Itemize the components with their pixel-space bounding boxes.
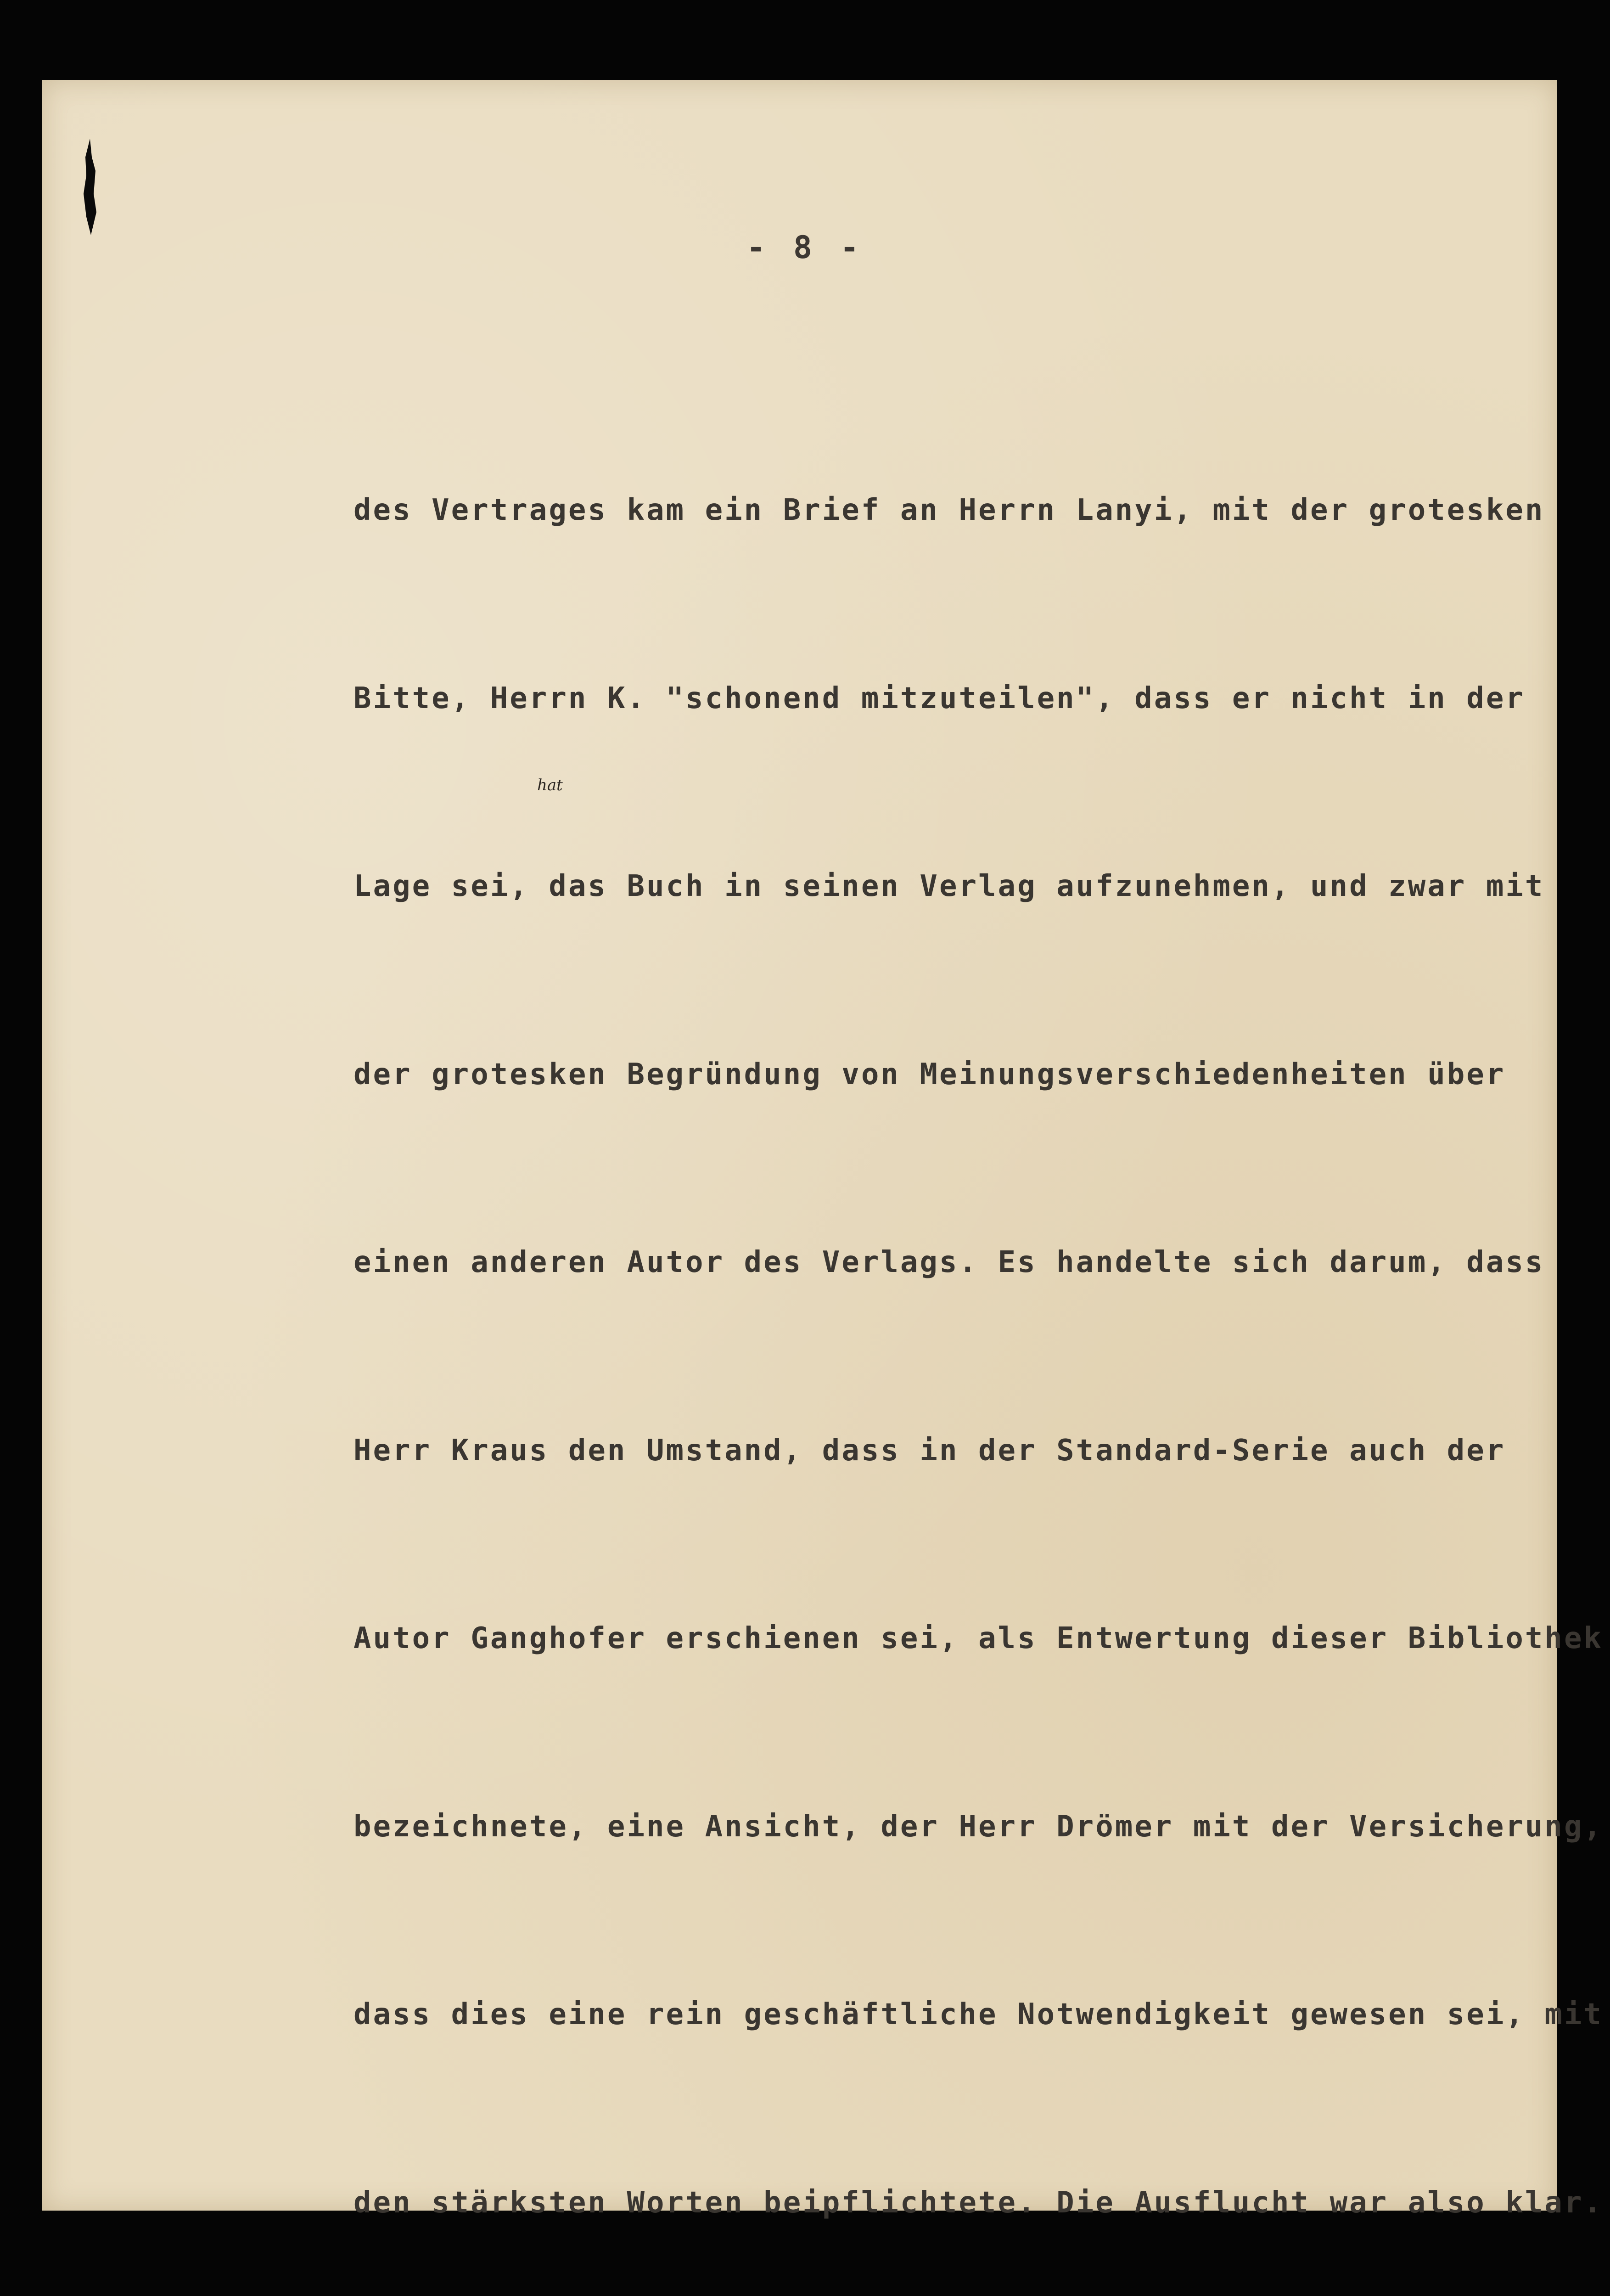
text-line: Lage sei, das Buch in seinen Verlag aufzunehmen, und zwar mit (353, 869, 1545, 903)
body-text (353, 354, 1603, 2296)
text-line: der grotesken Begründung von Meinungsverschiedenheiten über (353, 1057, 1506, 1092)
text-line: Autor Ganghofer erschienen sei, als Entwertung dieser Bibliothek (353, 1621, 1603, 1655)
text-line: Herr Kraus den Umstand, dass in der Standard-Serie auch der (353, 1433, 1506, 1468)
text-line: bezeichnete, eine Ansicht, der Herr Drömer mit der Versicherung, (353, 1809, 1603, 1844)
text-line: des Vertrages kam ein Brief an Herrn Lanyi, mit der grotesken (353, 493, 1545, 527)
page-number: - 8 - (746, 230, 864, 266)
text-line: Bitte, Herrn K. "schonend mitzuteilen", dass er nicht in der (353, 681, 1525, 715)
ink-mark-icon (82, 139, 98, 235)
text-line: den stärksten Worten beipflichtete. Die Ausflucht war also klar. (353, 2185, 1603, 2220)
text-line: einen anderen Autor des Verlags. Es handelte sich darum, dass (353, 1245, 1545, 1279)
text-line: dass dies eine rein geschäftliche Notwendigkeit gewesen sei, mit (353, 1998, 1603, 2032)
handwritten-annotation: hat (537, 776, 563, 794)
